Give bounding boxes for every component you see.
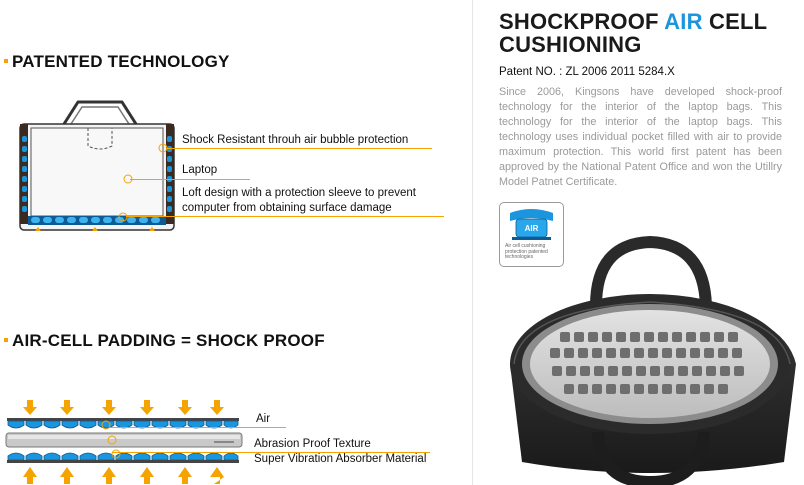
air-cell-layers-diagram xyxy=(4,398,244,485)
description-paragraph: Since 2006, Kingsons have developed shock-proof technology for the interior of the laptop bags. This technology for the interior of the laptop bags. This technology uses individual pocket filled with air to provide maximum protection. This world first patent has been approved by the National Patent Office and won the Utillry Model Patnet Certificate. xyxy=(499,86,782,188)
callout-line xyxy=(130,179,250,180)
page-title: SHOCKPROOF AIR CELL CUSHIONING xyxy=(499,9,768,57)
callout-laptop: Laptop xyxy=(182,164,218,176)
callout-loft-design-line2: computer from obtaining surface damage xyxy=(182,202,392,214)
callout-line xyxy=(110,427,286,428)
badge-label: AIR xyxy=(524,224,539,233)
callout-shock-resistant: Shock Resistant throuh air bubble protection xyxy=(182,134,409,146)
laptop-bag-photo xyxy=(500,236,804,485)
badge-caption: Air cell cushioning protection patented technologies xyxy=(505,243,548,260)
bullet-icon xyxy=(4,338,8,342)
bag-cross-section-diagram xyxy=(14,96,184,234)
callout-line xyxy=(126,216,444,217)
patent-number: Patent NO. : ZL 2006 2011 5284.X xyxy=(499,66,675,78)
callout-abrasion-proof: Abrasion Proof Texture xyxy=(254,438,371,450)
callout-line xyxy=(166,148,432,149)
air-cell-padding-heading: AIR-CELL PADDING = SHOCK PROOF xyxy=(4,331,325,351)
patented-technology-heading: PATENTED TECHNOLOGY xyxy=(4,52,230,72)
bullet-icon xyxy=(4,59,8,63)
callout-air: Air xyxy=(256,413,271,425)
callout-loft-design-line1: Loft design with a protection sleeve to prevent xyxy=(182,187,416,199)
callout-vibration-absorber: Super Vibration Absorber Material xyxy=(254,453,427,465)
column-divider xyxy=(472,0,473,485)
